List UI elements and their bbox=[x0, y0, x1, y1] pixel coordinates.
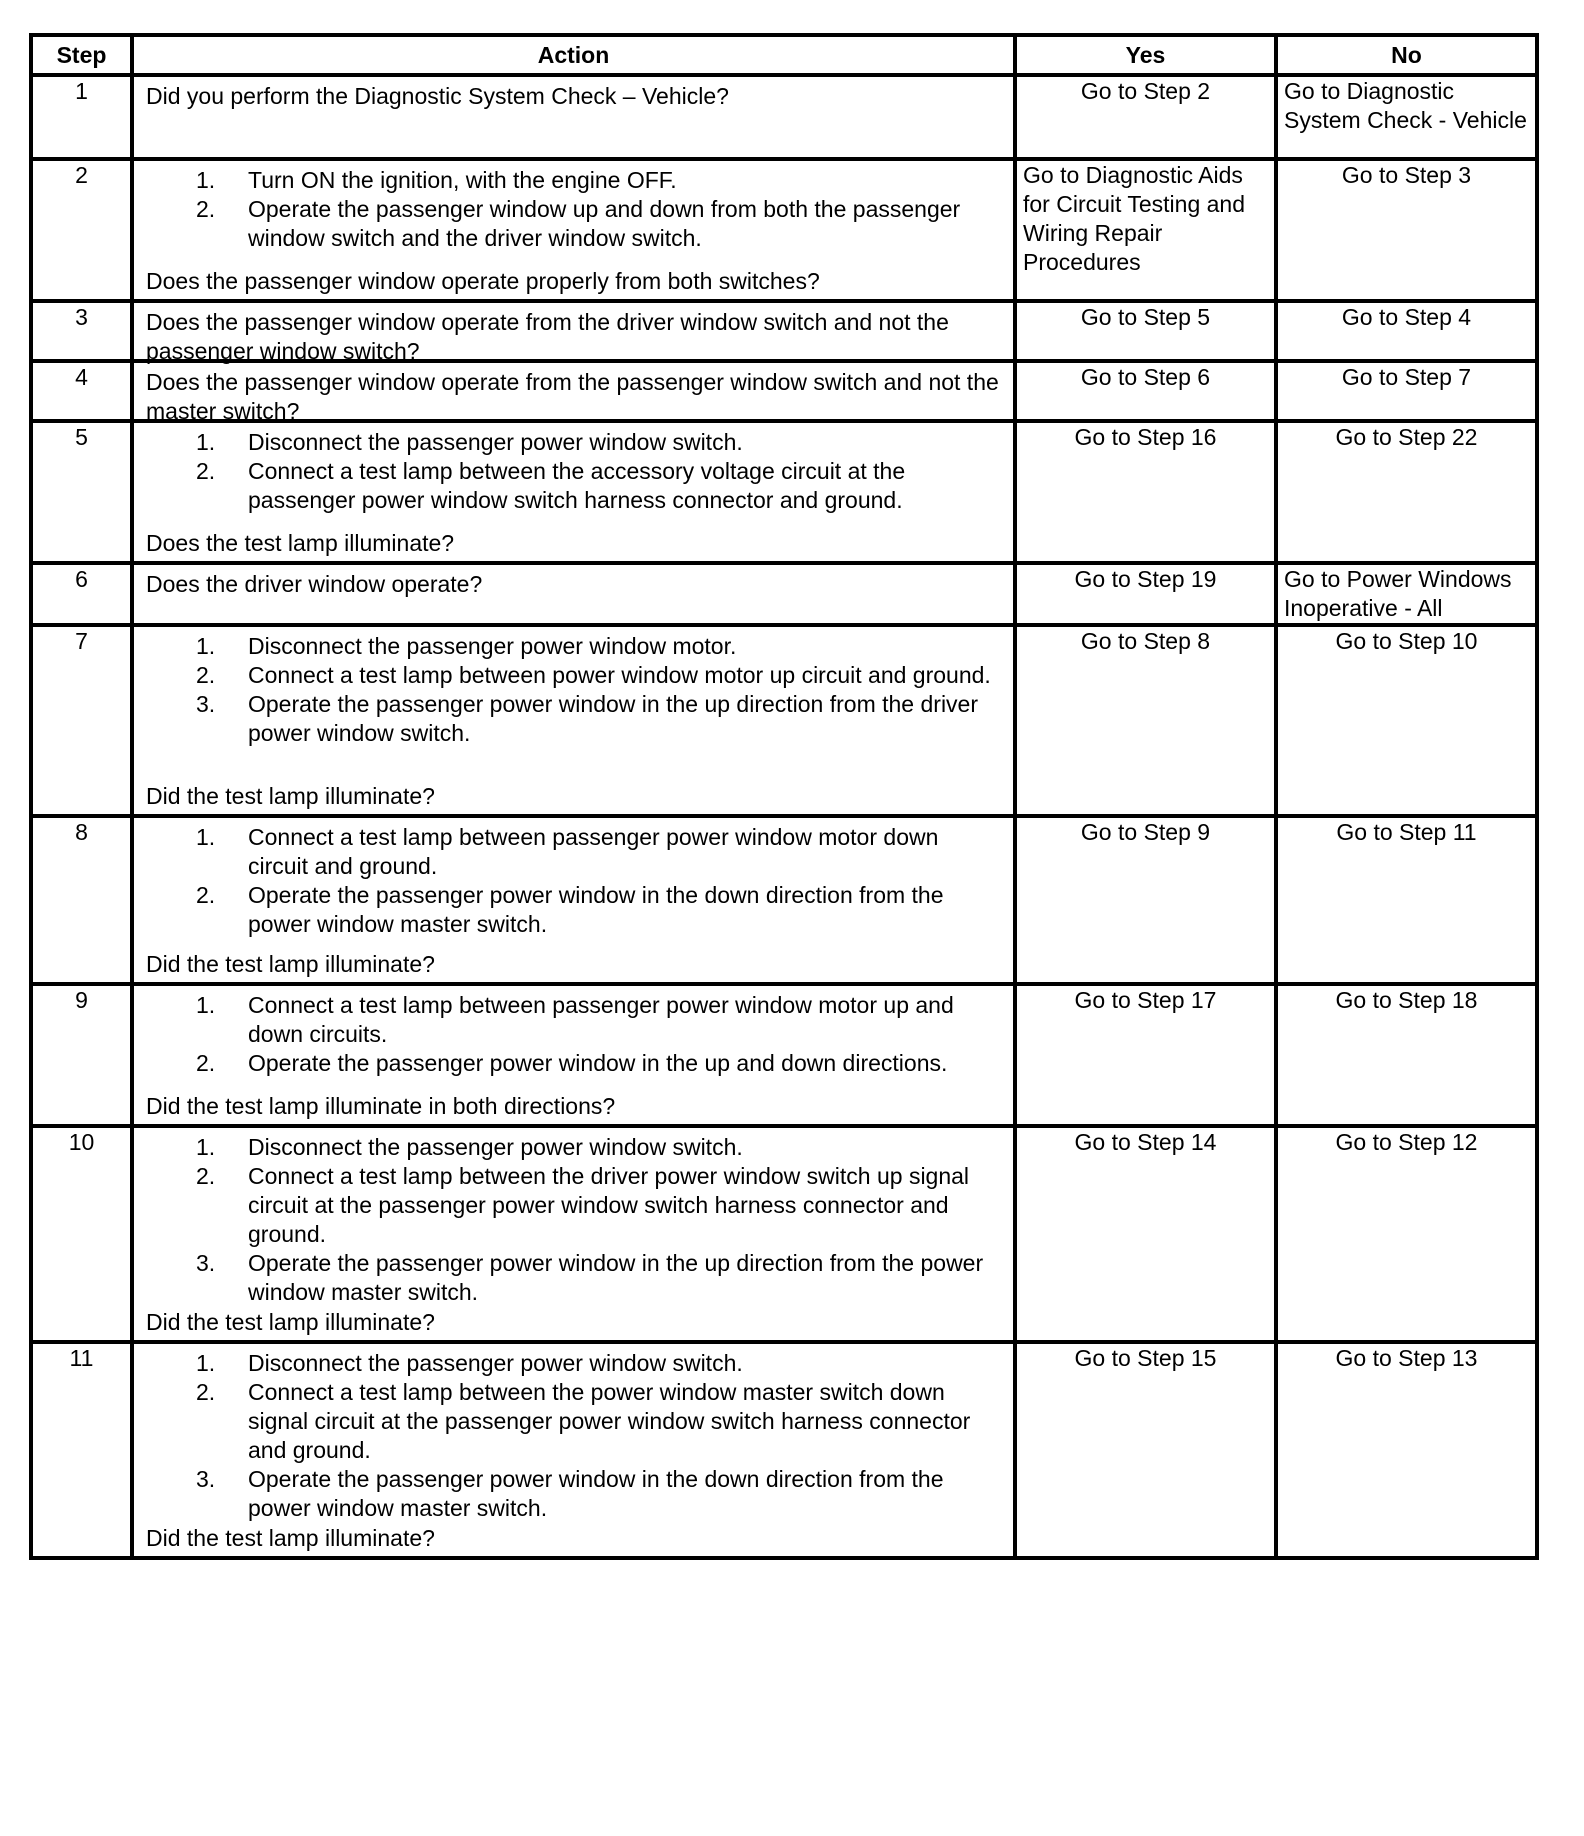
header-yes: Yes bbox=[1015, 35, 1276, 75]
procedure-item-number: 2. bbox=[196, 458, 216, 484]
action-cell bbox=[132, 563, 1015, 625]
step-number: 7 bbox=[31, 625, 132, 816]
yes-result: Go to Step 6 bbox=[1015, 361, 1276, 421]
procedure-item-text: Turn ON the ignition, with the engine OFF. bbox=[248, 167, 677, 193]
procedure-item-number: 2. bbox=[196, 662, 216, 688]
table-body bbox=[31, 75, 1537, 1558]
yes-result: Go to Step 16 bbox=[1015, 421, 1276, 563]
yes-result: Go to Step 9 bbox=[1015, 816, 1276, 984]
procedure-item-text: Disconnect the passenger power window switch. bbox=[248, 429, 743, 455]
header-action: Action bbox=[132, 35, 1015, 75]
step-number: 3 bbox=[31, 301, 132, 361]
procedure-item-number: 1. bbox=[196, 633, 216, 659]
table-row bbox=[31, 1126, 1537, 1342]
procedure-item-number: 2. bbox=[196, 882, 216, 908]
no-result: Go to Power Windows Inoperative - All bbox=[1276, 563, 1537, 625]
diagnostic-question: Does the passenger window operate from the driver window switch and not the passenger window switch? bbox=[146, 309, 949, 364]
yes-result: Go to Step 8 bbox=[1015, 625, 1276, 816]
diagnostic-question: Did the test lamp illuminate? bbox=[146, 1525, 435, 1551]
no-result: Go to Step 3 bbox=[1276, 159, 1537, 301]
step-number: 10 bbox=[31, 1126, 132, 1342]
no-result: Go to Step 18 bbox=[1276, 984, 1537, 1126]
yes-result: Go to Step 17 bbox=[1015, 984, 1276, 1126]
no-result: Go to Step 22 bbox=[1276, 421, 1537, 563]
step-number: 8 bbox=[31, 816, 132, 984]
procedure-item bbox=[146, 1133, 1001, 1162]
procedure-item-number: 2. bbox=[196, 1163, 216, 1189]
procedure-item-number: 3. bbox=[196, 1250, 216, 1276]
procedure-item bbox=[146, 1249, 1001, 1307]
diagnostic-question: Does the passenger window operate from the passenger window switch and not the master switch? bbox=[146, 369, 999, 424]
step-number: 11 bbox=[31, 1342, 132, 1558]
procedure-item bbox=[146, 991, 1001, 1049]
step-number: 5 bbox=[31, 421, 132, 563]
procedure-item-text: Connect a test lamp between the driver power window switch up signal circuit at the passenger power window switch harness connector and ground. bbox=[248, 1163, 970, 1247]
procedure-item-number: 2. bbox=[196, 1050, 216, 1076]
no-result: Go to Step 7 bbox=[1276, 361, 1537, 421]
procedure-item-text: Connect a test lamp between passenger power window motor down circuit and ground. bbox=[248, 824, 939, 879]
procedure-list bbox=[146, 1349, 1001, 1523]
procedure-list bbox=[146, 632, 1001, 748]
step-number: 4 bbox=[31, 361, 132, 421]
action-cell bbox=[132, 1342, 1015, 1558]
procedure-item-text: Connect a test lamp between the accessory voltage circuit at the passenger power window switch harness connector and ground. bbox=[248, 458, 906, 513]
procedure-item bbox=[146, 457, 1001, 515]
diagnostic-table bbox=[29, 33, 1539, 1560]
procedure-item-text: Operate the passenger power window in the up and down directions. bbox=[248, 1050, 948, 1076]
procedure-item bbox=[146, 428, 1001, 457]
procedure-item-text: Disconnect the passenger power window switch. bbox=[248, 1134, 743, 1160]
procedure-item-number: 1. bbox=[196, 429, 216, 455]
action-cell bbox=[132, 361, 1015, 424]
step-number: 6 bbox=[31, 563, 132, 625]
procedure-item-text: Operate the passenger power window in the up direction from the power window master switch. bbox=[248, 1250, 984, 1305]
action-cell bbox=[132, 75, 1015, 159]
procedure-item-number: 1. bbox=[196, 1350, 216, 1376]
procedure-item bbox=[146, 881, 1001, 939]
procedure-item-text: Operate the passenger window up and down from both the passenger window switch and the driver window switch. bbox=[248, 196, 961, 251]
action-cell bbox=[132, 159, 1015, 301]
table-row bbox=[31, 421, 1537, 563]
procedure-item-number: 2. bbox=[196, 196, 216, 222]
procedure-item bbox=[146, 632, 1001, 661]
procedure-item-number: 1. bbox=[196, 824, 216, 850]
table-row bbox=[31, 1342, 1537, 1558]
diagnostic-question: Does the driver window operate? bbox=[146, 571, 483, 597]
procedure-item bbox=[146, 1349, 1001, 1378]
table-row bbox=[31, 361, 1537, 421]
table-row bbox=[31, 984, 1537, 1126]
step-number: 9 bbox=[31, 984, 132, 1126]
procedure-list bbox=[146, 428, 1001, 515]
step-number: 2 bbox=[31, 159, 132, 301]
no-result: Go to Step 12 bbox=[1276, 1126, 1537, 1342]
no-result: Go to Step 4 bbox=[1276, 301, 1537, 361]
procedure-item-text: Operate the passenger power window in the down direction from the power window master switch. bbox=[248, 1466, 944, 1521]
yes-result: Go to Diagnostic Aids for Circuit Testing and Wiring Repair Procedures bbox=[1015, 159, 1276, 301]
no-result: Go to Step 10 bbox=[1276, 625, 1537, 816]
procedure-item-number: 1. bbox=[196, 1134, 216, 1160]
procedure-item-text: Connect a test lamp between power window motor up circuit and ground. bbox=[248, 662, 991, 688]
step-number: 1 bbox=[31, 75, 132, 159]
procedure-item bbox=[146, 823, 1001, 881]
procedure-item-text: Disconnect the passenger power window switch. bbox=[248, 1350, 743, 1376]
procedure-list bbox=[146, 991, 1001, 1078]
diagnostic-question: Did the test lamp illuminate in both directions? bbox=[146, 1093, 616, 1119]
diagnostic-question: Does the passenger window operate properly from both switches? bbox=[146, 268, 820, 294]
yes-result: Go to Step 5 bbox=[1015, 301, 1276, 361]
procedure-list bbox=[146, 166, 1001, 253]
diagnostic-question: Did the test lamp illuminate? bbox=[146, 951, 435, 977]
header-row bbox=[31, 35, 1537, 75]
table-row bbox=[31, 625, 1537, 816]
no-result: Go to Diagnostic System Check - Vehicle bbox=[1276, 75, 1537, 159]
table-row bbox=[31, 563, 1537, 625]
procedure-item-number: 3. bbox=[196, 691, 216, 717]
procedure-item-number: 1. bbox=[196, 167, 216, 193]
diagnostic-question: Does the test lamp illuminate? bbox=[146, 530, 455, 556]
procedure-item-text: Connect a test lamp between passenger power window motor up and down circuits. bbox=[248, 992, 954, 1047]
procedure-item bbox=[146, 1378, 1001, 1465]
procedure-item-text: Operate the passenger power window in the down direction from the power window master switch. bbox=[248, 882, 944, 937]
procedure-list bbox=[146, 1133, 1001, 1307]
procedure-item bbox=[146, 1049, 1001, 1078]
yes-result: Go to Step 15 bbox=[1015, 1342, 1276, 1558]
table-row bbox=[31, 301, 1537, 361]
yes-result: Go to Step 2 bbox=[1015, 75, 1276, 159]
procedure-item-text: Disconnect the passenger power window motor. bbox=[248, 633, 737, 659]
diagnostic-question: Did the test lamp illuminate? bbox=[146, 1309, 435, 1335]
action-cell bbox=[132, 1126, 1015, 1342]
action-cell bbox=[132, 421, 1015, 563]
table-row bbox=[31, 159, 1537, 301]
procedure-item bbox=[146, 661, 1001, 690]
no-result: Go to Step 11 bbox=[1276, 816, 1537, 984]
procedure-item bbox=[146, 690, 1001, 748]
action-cell bbox=[132, 984, 1015, 1126]
diagnostic-question: Did you perform the Diagnostic System Check – Vehicle? bbox=[146, 83, 729, 109]
procedure-item bbox=[146, 1465, 1001, 1523]
yes-result: Go to Step 19 bbox=[1015, 563, 1276, 625]
action-cell bbox=[132, 816, 1015, 984]
procedure-item-number: 2. bbox=[196, 1379, 216, 1405]
table-row bbox=[31, 816, 1537, 984]
procedure-item-number: 1. bbox=[196, 992, 216, 1018]
action-cell bbox=[132, 301, 1015, 364]
procedure-item-text: Operate the passenger power window in the up direction from the driver power window switch. bbox=[248, 691, 979, 746]
procedure-item-text: Connect a test lamp between the power window master switch down signal circuit at the passenger power window switch harness connector and ground. bbox=[248, 1379, 971, 1463]
procedure-list bbox=[146, 823, 1001, 939]
action-cell bbox=[132, 625, 1015, 816]
diagnostic-question: Did the test lamp illuminate? bbox=[146, 783, 435, 809]
header-step: Step bbox=[31, 35, 132, 75]
procedure-item bbox=[146, 166, 1001, 195]
procedure-item bbox=[146, 195, 1001, 253]
procedure-item bbox=[146, 1162, 1001, 1249]
no-result: Go to Step 13 bbox=[1276, 1342, 1537, 1558]
procedure-item-number: 3. bbox=[196, 1466, 216, 1492]
yes-result: Go to Step 14 bbox=[1015, 1126, 1276, 1342]
header-no: No bbox=[1276, 35, 1537, 75]
table-row bbox=[31, 75, 1537, 159]
